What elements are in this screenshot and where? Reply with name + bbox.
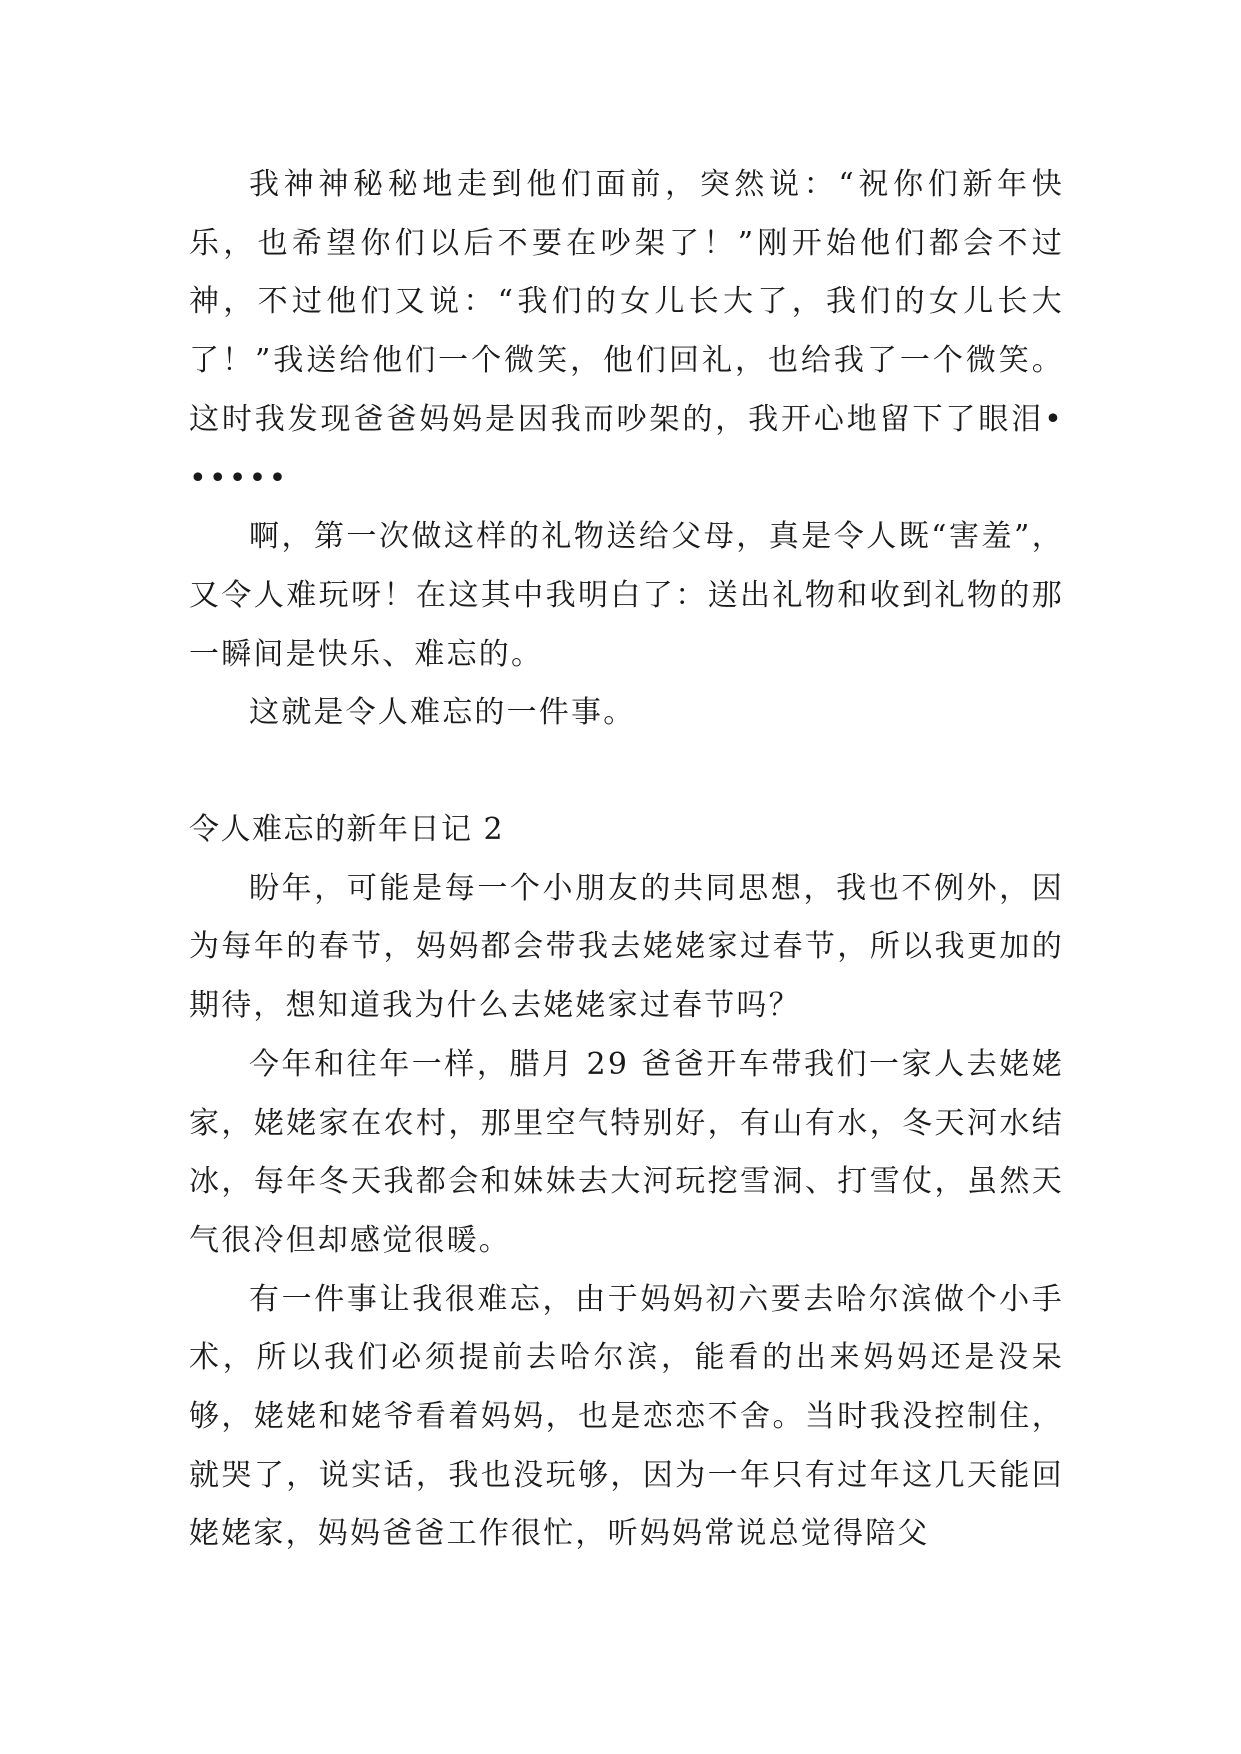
paragraph: 啊，第一次做这样的礼物送给父母，真是令人既“害羞”，又令人难玩呀！在这其中我明白了：送出礼物和收到礼物的那一瞬间是快乐、难忘的。 xyxy=(189,519,1064,672)
section-heading: 令人难忘的新年日记 2 xyxy=(189,812,505,848)
paragraph: 我神神秘秘地走到他们面前，突然说：“祝你们新年快乐，也希望你们以后不要在吵架了！”刚开始他们都会不过神，不过他们又说：“我们的女儿长大了，我们的女儿长大了！”我送给他们一个微笑，他们回礼，也给我了一个微笑。这时我发现爸爸妈妈是因我而吵架的，我开心地留下了眼泪•••••• xyxy=(189,167,1064,496)
paragraph: 有一件事让我很难忘，由于妈妈初六要去哈尔滨做个小手术，所以我们必须提前去哈尔滨，能看的出来妈妈还是没呆够，姥姥和姥爷看着妈妈，也是恋恋不舍。当时我没控制住，就哭了，说实话，我也没玩够，因为一年只有过年这几天能回姥姥家，妈妈爸爸工作很忙，听妈妈常说总觉得陪父 xyxy=(189,1281,1064,1552)
paragraph: 这就是令人难忘的一件事。 xyxy=(249,695,636,731)
paragraph: 今年和往年一样，腊月 29 爸爸开车带我们一家人去姥姥家，姥姥家在农村，那里空气特别好，有山有水，冬天河水结冰，每年冬天我都会和妹妹去大河玩挖雪洞、打雪仗，虽然天气很冷但却感觉很暖。 xyxy=(189,1046,1064,1258)
paragraph: 盼年，可能是每一个小朋友的共同思想，我也不例外，因为每年的春节，妈妈都会带我去姥姥家过春节，所以我更加的期待，想知道我为什么去姥姥家过春节吗？ xyxy=(189,870,1064,1024)
document-body xyxy=(189,156,1064,1564)
